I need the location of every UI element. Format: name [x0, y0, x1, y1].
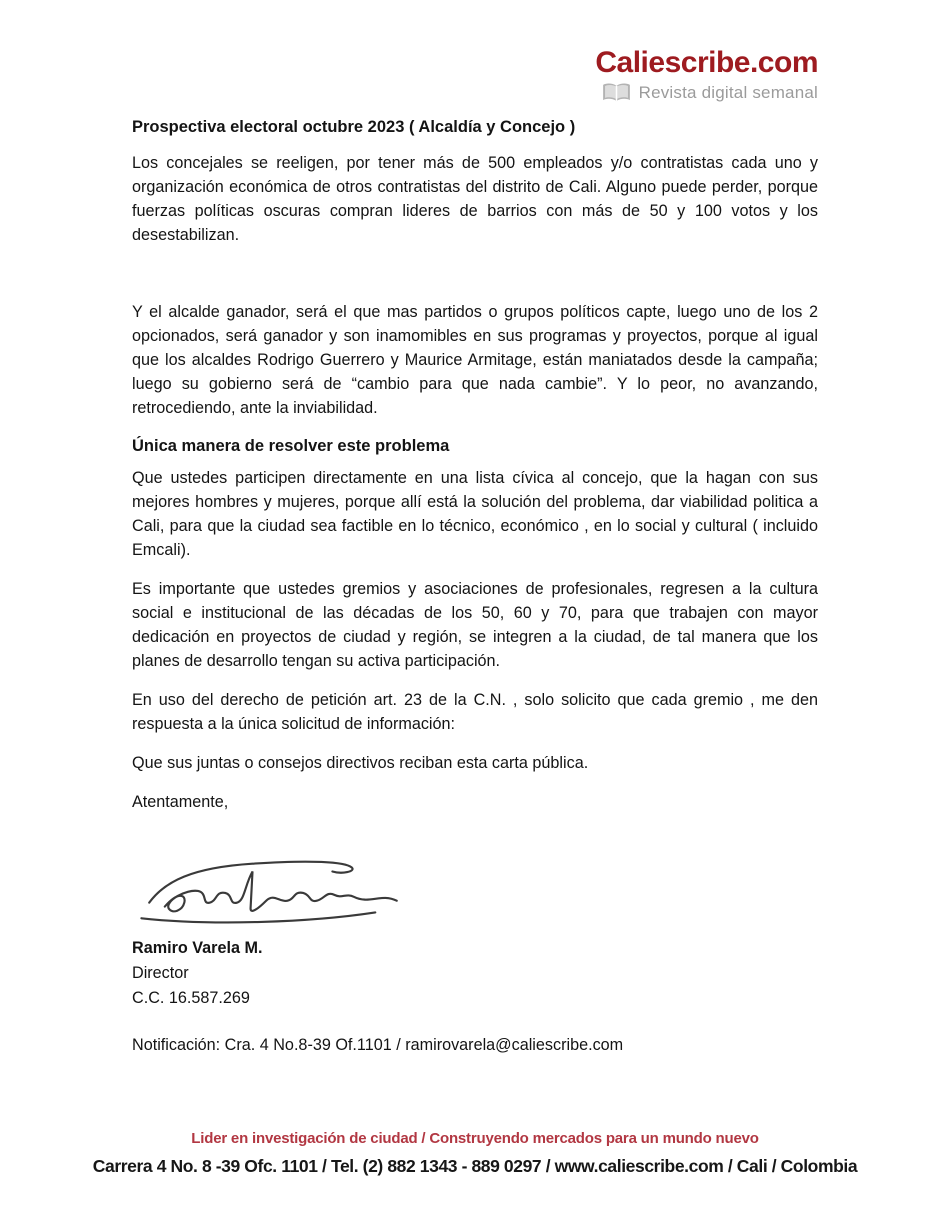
page-footer	[0, 1130, 950, 1177]
brand-tagline-row	[132, 82, 818, 103]
open-book-icon	[601, 82, 632, 103]
footer-address: Carrera 4 No. 8 -39 Ofc. 1101 / Tel. (2) 882 1343 - 889 0297 / www.caliescribe.com / Cali / Colombia	[92, 1156, 858, 1176]
masthead	[132, 0, 818, 103]
closing-salutation: Atentamente,	[132, 793, 229, 811]
paragraph-2: Y el alcalde ganador, será el que mas partidos o grupos políticos capte, luego uno de los 2 opcionados, será ganador y son inamomibles en sus programas y proyectos, porque al igual que los alcaldes Rodrigo Guerrero y Maurice Armitage, están maniatados desde la campaña; luego su gobierno será de “cambio para que nada cambie”. Y lo peor, no avanzando, retrocediendo, ante la inviabilidad.	[132, 303, 818, 417]
notification-line: Notificación: Cra. 4 No.8-39 Of.1101 / ramirovarela@caliescribe.com	[132, 1036, 624, 1054]
signer-name: Ramiro Varela M.	[132, 939, 263, 957]
paragraph-5: En uso del derecho de petición art. 23 de la C.N. , solo solicito que cada gremio , me den respuesta a la única solicitud de información:	[132, 691, 818, 733]
brand-tagline: Revista digital semanal	[638, 82, 818, 102]
letter-title: Prospectiva electoral octubre 2023 ( Alcaldía y Concejo )	[132, 118, 576, 136]
signature-block	[132, 936, 818, 1011]
brand-logo: Caliescribe.com	[595, 46, 818, 79]
signer-id: C.C. 16.587.269	[132, 989, 250, 1007]
paragraph-6: Que sus juntas o consejos directivos reciban esta carta pública.	[132, 754, 589, 772]
signer-role: Director	[132, 964, 189, 982]
paragraph-3: Que ustedes participen directamente en una lista cívica al concejo, que la hagan con sus mejores hombres y mujeres, porque allí está la solución del problema, dar viabilidad politica a Cali, para que la ciudad sea factible en lo técnico, económico , en lo social y cultural ( incluido Emcali).	[132, 469, 818, 559]
paragraph-4: Es importante que ustedes gremios y asociaciones de profesionales, regresen a la cultura social e institucional de las décadas de los 50, 60 y 70, para que trabajen con mayor dedicación en proyectos de ciudad y región, se integren a la ciudad, de tal manera que los planes de desarrollo tengan su activa participación.	[132, 580, 818, 670]
footer-tagline: Lider en investigación de ciudad / Construyendo mercados para un mundo nuevo	[191, 1130, 759, 1147]
letter-body	[132, 116, 818, 1057]
section-heading: Única manera de resolver este problema	[132, 437, 450, 455]
paragraph-1: Los concejales se reeligen, por tener más de 500 empleados y/o contratistas cada uno y organización económica de otros contratistas del distrito de Cali. Alguno puede perder, porque fuerzas políticas oscuras compran lideres de barrios con más de 50 y 100 votos y los desestabilizan.	[132, 154, 818, 244]
signature-image	[132, 852, 818, 928]
blank-gap	[132, 262, 818, 300]
